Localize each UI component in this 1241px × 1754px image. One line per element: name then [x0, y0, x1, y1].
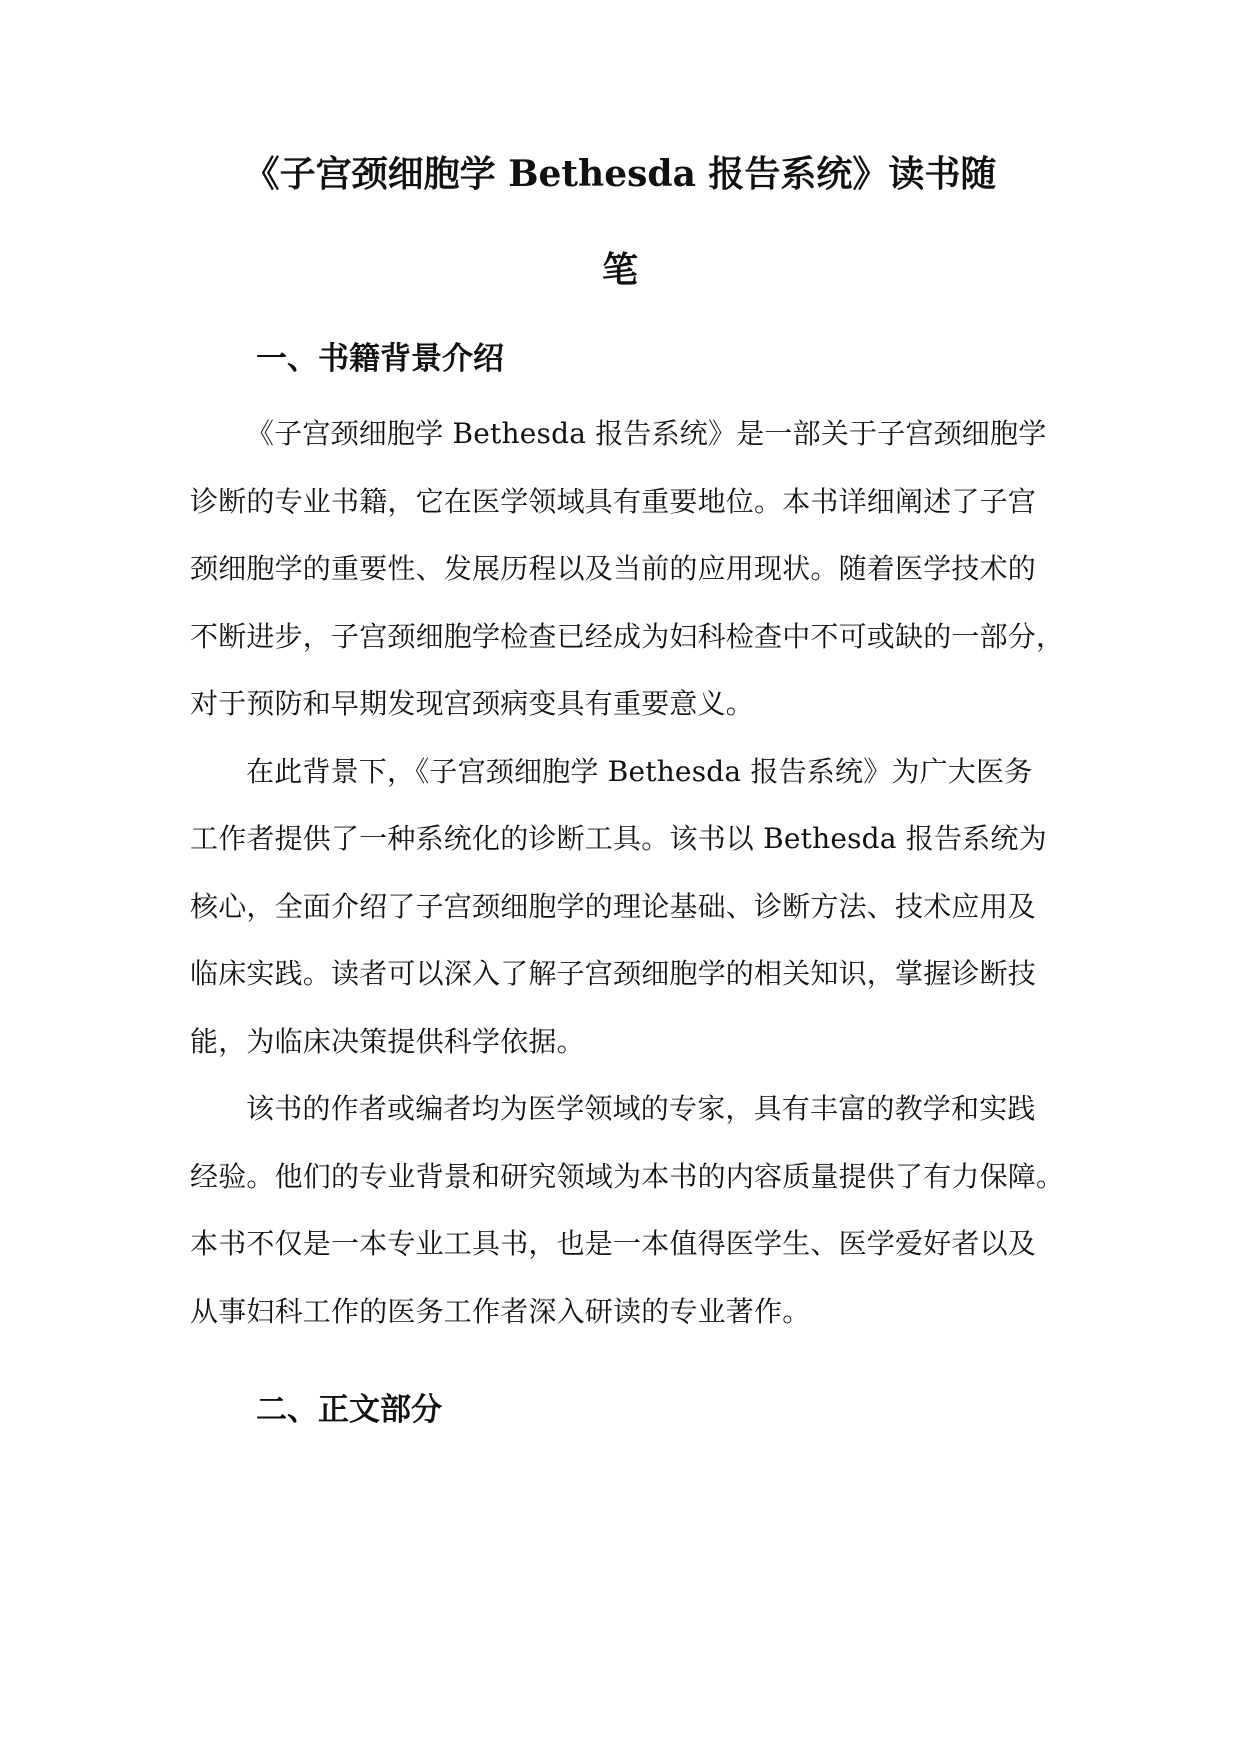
section-heading-background: 一、书籍背景介绍 — [256, 341, 504, 377]
paragraph-line: 颈细胞学的重要性、发展历程以及当前的应用现状。随着医学技术的 — [190, 552, 1037, 585]
document-title-line-2: 笔 — [601, 249, 638, 291]
paragraph-line: 工作者提供了一种系统化的诊断工具。该书以 Bethesda 报告系统为 — [190, 822, 1047, 855]
paragraph-line: 在此背景下，《子宫颈细胞学 Bethesda 报告系统》为广大医务 — [246, 755, 1033, 788]
section-heading-main-text: 二、正文部分 — [256, 1392, 442, 1428]
paragraph-line: 该书的作者或编者均为医学领域的专家，具有丰富的教学和实践 — [246, 1092, 1036, 1125]
paragraph-line: 能，为临床决策提供科学依据。 — [190, 1025, 585, 1058]
paragraph-line: 从事妇科工作的医务工作者深入研读的专业著作。 — [190, 1295, 811, 1328]
paragraph-line: 诊断的专业书籍，它在医学领域具有重要地位。本书详细阐述了子宫 — [190, 485, 1037, 518]
paragraph-line: 核心，全面介绍了子宫颈细胞学的理论基础、诊断方法、技术应用及 — [190, 890, 1037, 923]
document-title-line-1: 《子宫颈细胞学 Bethesda 报告系统》读书随 — [243, 153, 997, 195]
paragraph-line: 《子宫颈细胞学 Bethesda 报告系统》是一部关于子宫颈细胞学 — [246, 417, 1047, 450]
paragraph-line: 经验。他们的专业背景和研究领域为本书的内容质量提供了有力保障。 — [190, 1160, 1065, 1193]
paragraph-line: 不断进步，子宫颈细胞学检查已经成为妇科检查中不可或缺的一部分， — [190, 620, 1065, 653]
paragraph-line: 本书不仅是一本专业工具书，也是一本值得医学生、医学爱好者以及 — [190, 1227, 1037, 1260]
paragraph-line: 临床实践。读者可以深入了解子宫颈细胞学的相关知识，掌握诊断技 — [190, 957, 1037, 990]
paragraph-line: 对于预防和早期发现宫颈病变具有重要意义。 — [190, 687, 755, 720]
